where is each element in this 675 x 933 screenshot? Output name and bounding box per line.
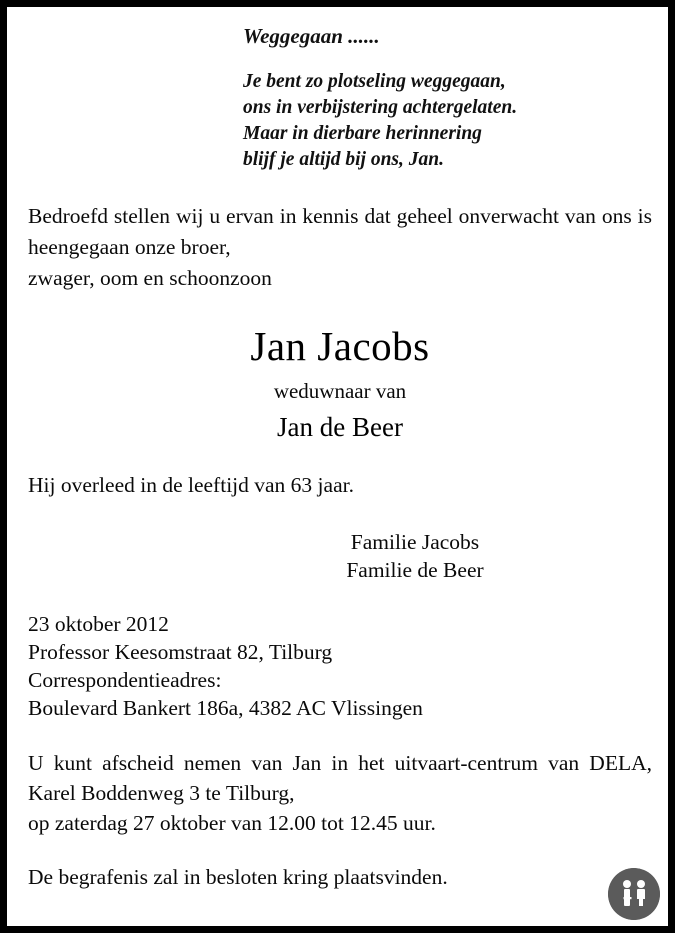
relation-label: weduwnaar van	[273, 379, 407, 403]
farewell-paragraph	[28, 748, 652, 838]
spouse-name: Jan de Beer	[277, 412, 403, 442]
poem-line: Je bent zo plotseling weggegaan,	[243, 71, 506, 92]
address-block	[28, 610, 652, 722]
correspondence-label: Correspondentieadres:	[28, 668, 222, 692]
obituary-content	[28, 23, 652, 913]
deceased-name: Jan Jacobs	[250, 323, 430, 369]
farewell-last-line: op zaterdag 27 oktober van 12.00 tot 12.45 uur.	[28, 811, 436, 835]
funeral-home-logo-icon	[608, 868, 660, 920]
announcement-paragraph	[28, 201, 652, 294]
poem-title: Weggegaan ......	[243, 24, 380, 48]
poem-line: blijf je altijd bij ons, Jan.	[243, 149, 444, 170]
family-name: Familie Jacobs	[350, 530, 480, 554]
poem-line: Maar in dierbare herinnering	[243, 123, 482, 144]
poem-line: ons in verbijstering achtergelaten.	[243, 97, 518, 118]
farewell-body: U kunt afscheid nemen van Jan in het uitvaart-centrum van DELA, Karel Boddenweg 3 te Tilburg,	[28, 751, 652, 805]
family-name: Familie de Beer	[346, 558, 484, 582]
obituary-card	[7, 7, 668, 926]
age-line: Hij overleed in de leeftijd van 63 jaar.	[28, 473, 354, 497]
closing-line: De begrafenis zal in besloten kring plaatsvinden.	[28, 865, 448, 889]
family-block	[28, 528, 652, 584]
poem-block	[243, 23, 653, 173]
address-line: Professor Keesomstraat 82, Tilburg	[28, 640, 333, 664]
announcement-last-line: zwager, oom en schoonzoon	[28, 266, 272, 290]
correspondence-address: Boulevard Bankert 186a, 4382 AC Vlissingen	[28, 696, 423, 720]
date-line: 23 oktober 2012	[28, 612, 169, 636]
announcement-body: Bedroefd stellen wij u ervan in kennis dat geheel onverwacht van ons is heengegaan onze broer,	[28, 204, 652, 259]
